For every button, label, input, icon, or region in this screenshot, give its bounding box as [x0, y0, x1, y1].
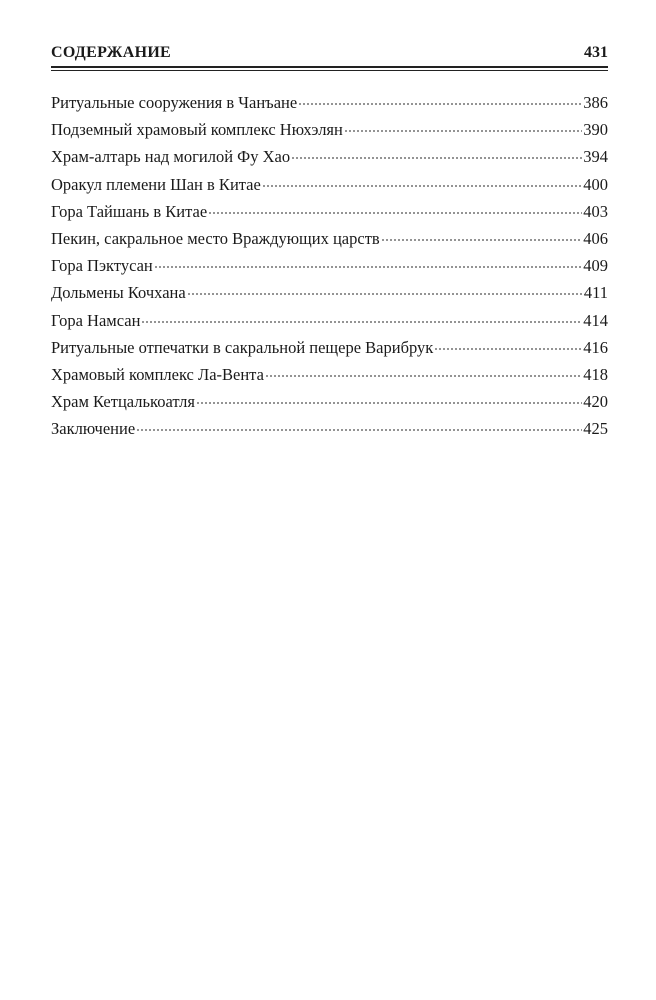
- toc-entry: [51, 283, 608, 310]
- toc-entry: [51, 311, 608, 338]
- toc-entry-title: Пекин, сакральное место Враждующих царств: [51, 228, 380, 248]
- toc-entry-page: 411: [583, 283, 608, 303]
- toc-entry-page: 420: [583, 392, 608, 412]
- toc-entry-page: 390: [583, 120, 608, 140]
- toc-entry: [51, 419, 608, 446]
- toc-entry-page: 409: [583, 256, 608, 276]
- toc-dot-leader: [344, 130, 582, 132]
- toc-entry: [51, 392, 608, 419]
- header-rule-thick: [51, 66, 608, 68]
- toc-entry: [51, 147, 608, 174]
- toc-dot-leader: [262, 185, 582, 187]
- toc-entry-title: Оракул племени Шан в Китае: [51, 174, 261, 194]
- toc-entry-title: Ритуальные отпечатки в сакральной пещере Варибрук: [51, 337, 434, 357]
- toc-entry-page: 400: [583, 174, 608, 194]
- header-rule-thin: [51, 70, 608, 71]
- toc-entry: [51, 338, 608, 365]
- toc-dot-leader: [141, 321, 582, 323]
- toc-entry-title: Заключение: [51, 419, 136, 439]
- toc-dot-leader: [381, 239, 583, 241]
- toc-entry-title: Подземный храмовый комплекс Нюхэлян: [51, 120, 343, 140]
- toc-entry-title: Гора Намсан: [51, 310, 141, 330]
- table-of-contents: [51, 93, 608, 446]
- toc-dot-leader: [291, 157, 582, 159]
- toc-entry-title: Храм Кетцалькоатля: [51, 392, 195, 412]
- toc-dot-leader: [434, 348, 582, 350]
- toc-entry-page: 416: [583, 337, 608, 357]
- toc-entry-title: Храм-алтарь над могилой Фу Хао: [51, 147, 291, 167]
- toc-entry: [51, 365, 608, 392]
- running-head: [51, 44, 608, 66]
- toc-entry: [51, 202, 608, 229]
- toc-entry: [51, 93, 608, 120]
- toc-entry-title: Гора Пэктусан: [51, 256, 153, 276]
- toc-entry-title: Ритуальные сооружения в Чанъане: [51, 93, 298, 112]
- toc-entry-page: 386: [583, 93, 608, 112]
- toc-entry: [51, 256, 608, 283]
- toc-entry-title: Храмовый комплекс Ла-Вента: [51, 364, 264, 384]
- toc-entry-page: 425: [583, 419, 608, 439]
- toc-dot-leader: [196, 402, 582, 404]
- toc-entry-page: 394: [583, 147, 608, 167]
- toc-entry-title: Дольмены Кочхана: [51, 283, 186, 303]
- toc-entry: [51, 229, 608, 256]
- toc-dot-leader: [187, 293, 583, 295]
- toc-entry-page: 406: [583, 228, 608, 248]
- toc-dot-leader: [154, 266, 582, 268]
- toc-dot-leader: [265, 375, 582, 377]
- toc-entry-page: 418: [583, 364, 608, 384]
- page-number: 431: [584, 44, 608, 61]
- running-head-title: СОДЕРЖАНИЕ: [51, 44, 172, 61]
- toc-entry-page: 414: [583, 310, 608, 330]
- toc-dot-leader: [208, 212, 582, 214]
- toc-entry-title: Гора Тайшань в Китае: [51, 201, 208, 221]
- toc-entry-page: 403: [583, 201, 608, 221]
- toc-entry: [51, 120, 608, 147]
- toc-dot-leader: [298, 103, 582, 105]
- toc-dot-leader: [136, 429, 582, 431]
- toc-entry: [51, 175, 608, 202]
